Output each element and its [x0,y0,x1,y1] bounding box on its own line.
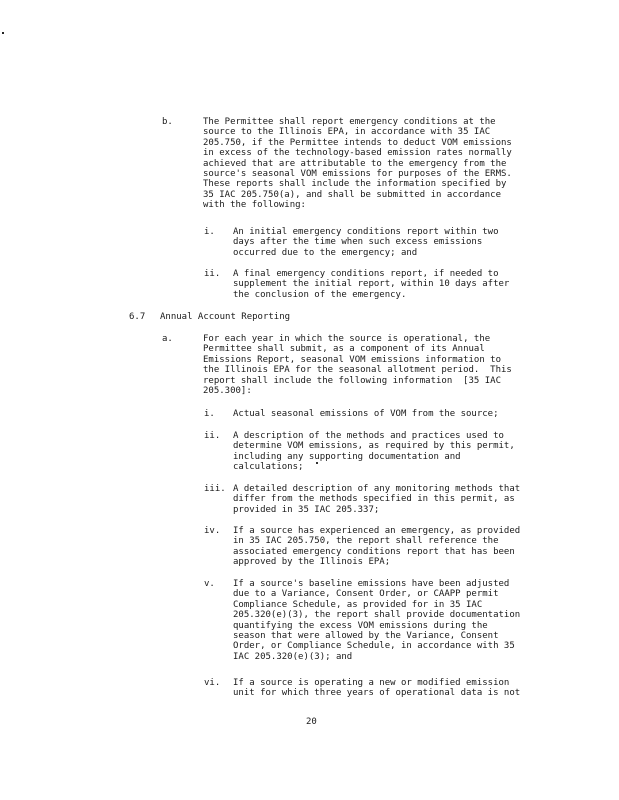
paragraph-a-label: a. [162,334,173,344]
text-line: quantifying the excess VOM emissions during the [233,620,488,631]
item-number: iii. [204,484,226,494]
text-line: differ from the methods specified in this permit, as [233,494,515,505]
text-line: If a source's baseline emissions have been adjusted [233,579,510,589]
item-text [233,526,520,568]
text-line: season that were allowed by the Variance, Consent [233,631,499,642]
text-line: Actual seasonal emissions of VOM from the source; [233,409,499,419]
scan-speck [316,462,318,464]
text-line: achieved that are attributable to the emergency from the [203,158,507,169]
text-line: A final emergency conditions report, if needed to [233,269,499,279]
text-line: due to a Variance, Consent Order, or CAAPP permit [233,589,499,600]
text-line: report shall include the following information [35 IAC [203,375,502,386]
item-text [233,409,499,419]
text-line: 205.300]: [203,386,252,397]
text-line: including any supporting documentation and [233,451,461,462]
text-line: the Illinois EPA for the seasonal allotment period. This [203,365,512,376]
item-number: iv. [204,526,221,536]
paragraph-a-text [203,334,512,396]
text-line: supplement the initial report, within 10 days after [233,279,510,290]
text-line: calculations; [233,462,304,473]
paragraph-b-label: b. [162,117,173,127]
text-line: 205.750, if the Permittee intends to deduct VOM emissions [203,137,512,148]
text-line: 35 IAC 205.750(a), and shall be submitted in accordance [203,189,502,200]
text-line: source's seasonal VOM emissions for purposes of the ERMS. [203,169,512,180]
item-number: vi. [204,678,221,688]
text-line: Order, or Compliance Schedule, in accordance with 35 [233,641,515,652]
item-number: ii. [204,269,221,279]
text-line: days after the time when such excess emissions [233,237,483,248]
text-line: determine VOM emissions, as required by this permit, [233,441,515,452]
text-line: with the following: [203,200,306,211]
item-number: ii. [204,431,221,441]
text-line: in 35 IAC 205.750, the report shall reference the [233,536,499,547]
text-line: 205.320(e)(3), the report shall provide documentation [233,610,521,621]
text-line: A detailed description of any monitoring methods that [233,484,521,494]
text-line: in excess of the technology-based emission rates normally [203,148,512,159]
item-text [233,484,520,515]
text-line: An initial emergency conditions report within two [233,227,499,237]
text-line: IAC 205.320(e)(3); and [233,651,353,662]
page-number: 20 [306,717,317,727]
text-line: For each year in which the source is operational, the [203,334,491,344]
text-line: occurred due to the emergency; and [233,247,418,258]
text-line: unit for which three years of operational data is not [233,688,521,699]
text-line: If a source is operating a new or modified emission [233,678,510,688]
item-text [233,678,520,699]
text-line: Permittee shall submit, as a component of its Annual [203,344,485,355]
item-number: i. [204,409,215,419]
item-number: v. [204,579,215,589]
text-line: Emissions Report, seasonal VOM emissions information to [203,354,502,365]
text-line: the conclusion of the emergency. [233,289,407,300]
text-line: The Permittee shall report emergency conditions at the [203,117,496,127]
text-line: source to the Illinois EPA, in accordance with 35 IAC [203,127,491,138]
item-text [233,269,509,300]
item-text [233,431,515,473]
scan-mark [2,32,4,34]
text-line: Compliance Schedule, as provided for in 35 IAC [233,599,483,610]
section-number: 6.7 [129,312,146,322]
text-line: associated emergency conditions report that has been [233,546,515,557]
text-line: approved by the Illinois EPA; [233,557,391,568]
text-line: provided in 35 IAC 205.337; [233,504,380,515]
text-line: If a source has experienced an emergency, as provided [233,526,521,536]
text-line: These reports shall include the information specified by [203,179,507,190]
section-title: Annual Account Reporting [160,312,291,322]
item-number: i. [204,227,215,237]
text-line: A description of the methods and practices used to [233,431,504,441]
item-text [233,579,520,662]
item-text [233,227,499,258]
paragraph-b-text [203,117,512,211]
